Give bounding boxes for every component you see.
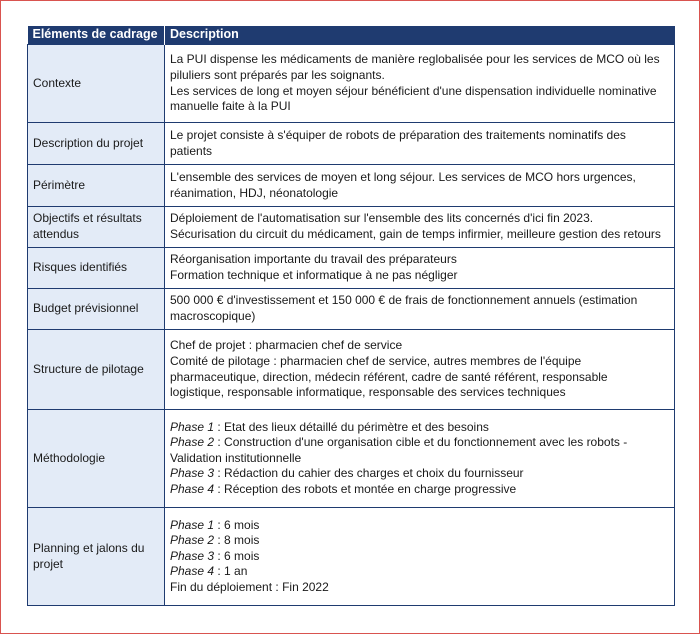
description-line: manuelle faite à la PUI xyxy=(170,99,291,114)
row-label: Description du projet xyxy=(28,123,165,165)
row-label: Budget prévisionnel xyxy=(28,289,165,330)
cadrage-table xyxy=(27,26,675,606)
phase-label: Phase 4 xyxy=(170,481,215,496)
description-line: pharmaceutique, direction, médecin référent, cadre de santé référent, responsable xyxy=(170,369,608,384)
description-line: réanimation, HDJ, néonatologie xyxy=(170,185,339,200)
phase-label: Phase 2 xyxy=(170,533,215,548)
phase-text: : 6 mois xyxy=(214,548,260,563)
description-line: Chef de projet : pharmacien chef de service xyxy=(170,338,403,353)
description-line: Comité de pilotage : pharmacien chef de service, autres membres de l'équipe xyxy=(170,353,582,368)
phase-label: Phase 3 xyxy=(170,548,215,563)
description-line xyxy=(170,451,669,467)
row-label: Contexte xyxy=(28,45,165,123)
description-line: Formation technique et informatique à ne pas négliger xyxy=(170,268,458,282)
row-risques xyxy=(28,248,675,289)
description-line xyxy=(170,518,669,534)
phase-label: Phase 1 xyxy=(170,419,215,434)
phase-text: : 6 mois xyxy=(214,517,260,532)
row-label: Risques identifiés xyxy=(28,248,165,289)
row-description xyxy=(165,410,675,508)
description-line xyxy=(170,466,669,482)
description-line: Déploiement de l'automatisation sur l'ensemble des lits concernés d'ici fin 2023. xyxy=(170,211,594,226)
description-line: Sécurisation du circuit du médicament, gain de temps infirmier, meilleure gestion des retours xyxy=(170,227,661,241)
phase-text: : Rédaction du cahier des charges et choix du fournisseur xyxy=(214,466,524,481)
header-description: Description xyxy=(165,26,675,45)
header-elements: Eléments de cadrage xyxy=(28,26,165,45)
row-pilotage xyxy=(28,330,675,410)
phase-text: : Etat des lieux détaillé du périmètre et des besoins xyxy=(214,419,489,434)
row-description xyxy=(165,289,675,330)
row-label: Périmètre xyxy=(28,165,165,207)
row-methodologie xyxy=(28,410,675,508)
description-line xyxy=(170,435,669,451)
row-budget xyxy=(28,289,675,330)
row-planning xyxy=(28,508,675,606)
row-description xyxy=(165,165,675,207)
description-line xyxy=(170,482,669,498)
row-description xyxy=(165,123,675,165)
phase-text: : Construction d'une organisation cible et du fonctionnement avec les robots - xyxy=(214,435,628,450)
row-label: Planning et jalons du projet xyxy=(28,508,165,606)
row-label: Méthodologie xyxy=(28,410,165,508)
phase-text: : 8 mois xyxy=(214,533,260,548)
row-label: Structure de pilotage xyxy=(28,330,165,410)
description-line: Le projet consiste à s'équiper de robots de préparation des traitements nominatifs des xyxy=(170,127,626,142)
phase-label: Phase 1 xyxy=(170,517,215,532)
phase-label: Phase 4 xyxy=(170,564,215,579)
description-line xyxy=(170,564,669,580)
phase-text: : 1 an xyxy=(214,564,248,579)
description-line: patients xyxy=(170,143,213,158)
description-line: Les services de long et moyen séjour bénéficient d'une dispensation individuelle nominative xyxy=(170,83,657,98)
phase-label: Phase 3 xyxy=(170,466,215,481)
description-line xyxy=(170,580,669,596)
description-line: macroscopique) xyxy=(170,309,256,323)
header-row xyxy=(28,26,675,45)
description-line: logistique, responsable informatique, responsable des services techniques xyxy=(170,385,566,400)
phase-text: : Réception des robots et montée en charge progressive xyxy=(214,481,517,496)
description-line xyxy=(170,533,669,549)
description-line: 500 000 € d'investissement et 150 000 € de frais de fonctionnement annuels (estimation xyxy=(170,293,638,308)
description-line: Réorganisation importante du travail des préparateurs xyxy=(170,252,457,267)
row-description xyxy=(165,207,675,248)
row-description xyxy=(165,45,675,123)
row-objectifs xyxy=(28,207,675,248)
row-perimetre xyxy=(28,165,675,207)
row-description xyxy=(165,248,675,289)
description-line xyxy=(170,420,669,436)
phase-text: Fin du déploiement : Fin 2022 xyxy=(170,579,329,594)
description-line: piluliers sont préparés par les soignants. xyxy=(170,67,385,82)
row-contexte xyxy=(28,45,675,123)
row-description-projet xyxy=(28,123,675,165)
description-line xyxy=(170,549,669,565)
phase-text: Validation institutionnelle xyxy=(170,450,302,465)
row-label: Objectifs et résultats attendus xyxy=(28,207,165,248)
row-description xyxy=(165,330,675,410)
row-description xyxy=(165,508,675,606)
description-line: La PUI dispense les médicaments de manière reglobalisée pour les services de MCO où les xyxy=(170,52,660,67)
description-line: L'ensemble des services de moyen et long séjour. Les services de MCO hors urgences, xyxy=(170,169,636,184)
phase-label: Phase 2 xyxy=(170,435,215,450)
